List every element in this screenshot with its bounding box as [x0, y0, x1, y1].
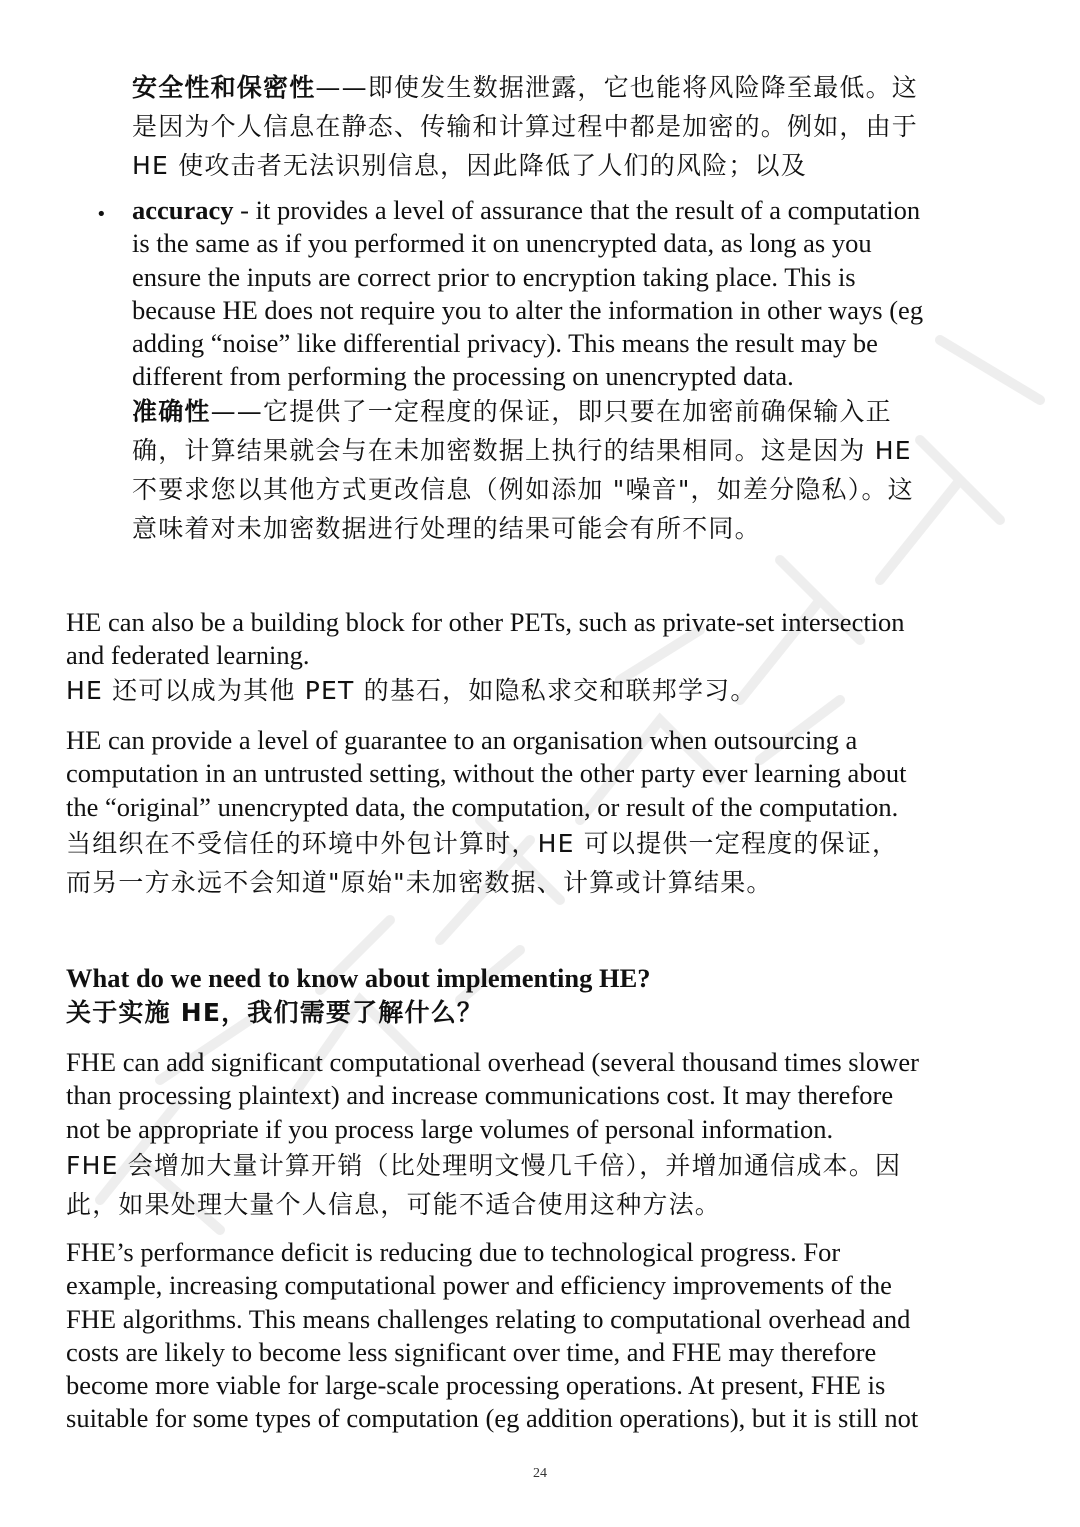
accuracy-zh-line-1: 准确性——它提供了一定程度的保证，即只要在加密前确保输入正 [132, 397, 892, 426]
section-heading [66, 962, 1012, 1031]
heading-zh: 关于实施 HE，我们需要了解什么？ [66, 998, 484, 1027]
page-number: 24 [533, 1466, 547, 1481]
security-section [132, 68, 1012, 185]
performance-en-line-4: costs are likely to become less significant over time, and FHE may therefore [66, 1336, 877, 1367]
accuracy-zh-line-3: 不要求您以其他方式更改信息（例如添加 "噪音"，如差分隐私）。这 [132, 475, 914, 504]
performance-en-line-6: suitable for some types of computation (eg addition operations), but it is still not [66, 1403, 919, 1434]
security-zh-term: 安全性和保密性 [132, 73, 316, 102]
accuracy-zh-line-2: 确，计算结果就会与在未加密数据上执行的结果相同。这是因为 HE [132, 436, 912, 465]
accuracy-en-term: accuracy [132, 195, 234, 225]
guarantee-zh-line-1: 当组织在不受信任的环境中外包计算时，HE 可以提供一定程度的保证， [66, 828, 899, 858]
security-zh-line-3: HE 使攻击者无法识别信息，因此降低了人们的风险；以及 [132, 151, 807, 180]
performance-en-line-1: FHE’s performance deficit is reducing due to technological progress. For [66, 1237, 841, 1267]
performance-en-line-2: example, increasing computational power and efficiency improvements of the [66, 1270, 892, 1301]
performance-paragraph [66, 1236, 1012, 1436]
accuracy-zh-section [132, 392, 1012, 548]
building-block-en-line-1: HE can also be a building block for other PETs, such as private-set intersection [66, 607, 905, 637]
overhead-paragraph [66, 1046, 1012, 1224]
accuracy-en-line-1: accuracy - it provides a level of assurance that the result of a computation [132, 195, 921, 225]
accuracy-section [132, 194, 1012, 394]
accuracy-en-line-3: ensure the inputs are correct prior to encryption taking place. This is [132, 261, 856, 292]
security-zh-line-2: 是因为个人信息在静态、传输和计算过程中都是加密的。例如，由于 [132, 112, 919, 141]
performance-en-line-5: become more viable for large-scale processing operations. At present, FHE is [66, 1370, 886, 1401]
building-block-zh-line-1: HE 还可以成为其他 PET 的基石，如隐私求交和联邦学习。 [66, 675, 757, 705]
guarantee-zh-line-2: 而另一方永远不会知道"原始"未加密数据、计算或计算结果。 [66, 867, 773, 897]
accuracy-en-line-5: adding “noise” like differential privacy). This means the result may be [132, 328, 878, 359]
performance-en-line-3: FHE algorithms. This means challenges relating to computational overhead and [66, 1303, 911, 1334]
security-zh-line-1: 安全性和保密性——即使发生数据泄露，它也能将风险降至最低。这 [132, 73, 919, 102]
building-block-paragraph [66, 606, 1012, 709]
overhead-en-line-3: not be appropriate if you process large volumes of personal information. [66, 1113, 834, 1144]
guarantee-en-line-2: computation in an untrusted setting, without the other party ever learning about [66, 758, 907, 789]
guarantee-en-line-3: the “original” unencrypted data, the computation, or result of the computation. [66, 791, 899, 822]
accuracy-en-line-2: is the same as if you performed it on unencrypted data, as long as you [132, 228, 872, 259]
building-block-en-line-2: and federated learning. [66, 640, 310, 671]
overhead-en-line-1: FHE can add significant computational overhead (several thousand times slower [66, 1047, 919, 1077]
accuracy-en-line-4: because HE does not require you to alter the information in other ways (eg [132, 294, 924, 325]
overhead-zh-line-2: 此，如果处理大量个人信息，可能不适合使用这种方法。 [66, 1189, 722, 1219]
accuracy-bullet: • [96, 204, 107, 225]
accuracy-zh-line-4: 意味着对未加密数据进行处理的结果可能会有所不同。 [132, 514, 761, 543]
guarantee-paragraph [66, 724, 1012, 902]
heading-en: What do we need to know about implementing HE? [66, 963, 651, 993]
overhead-en-line-2: than processing plaintext) and increase communications cost. It may therefore [66, 1080, 894, 1111]
accuracy-zh-term: 准确性 [132, 397, 211, 426]
guarantee-en-line-1: HE can provide a level of guarantee to an organisation when outsourcing a [66, 725, 858, 755]
accuracy-en-line-6: different from performing the processing on unencrypted data. [132, 361, 794, 392]
overhead-zh-line-1: FHE 会增加大量计算开销（比处理明文慢几千倍），并增加通信成本。因 [66, 1150, 902, 1180]
